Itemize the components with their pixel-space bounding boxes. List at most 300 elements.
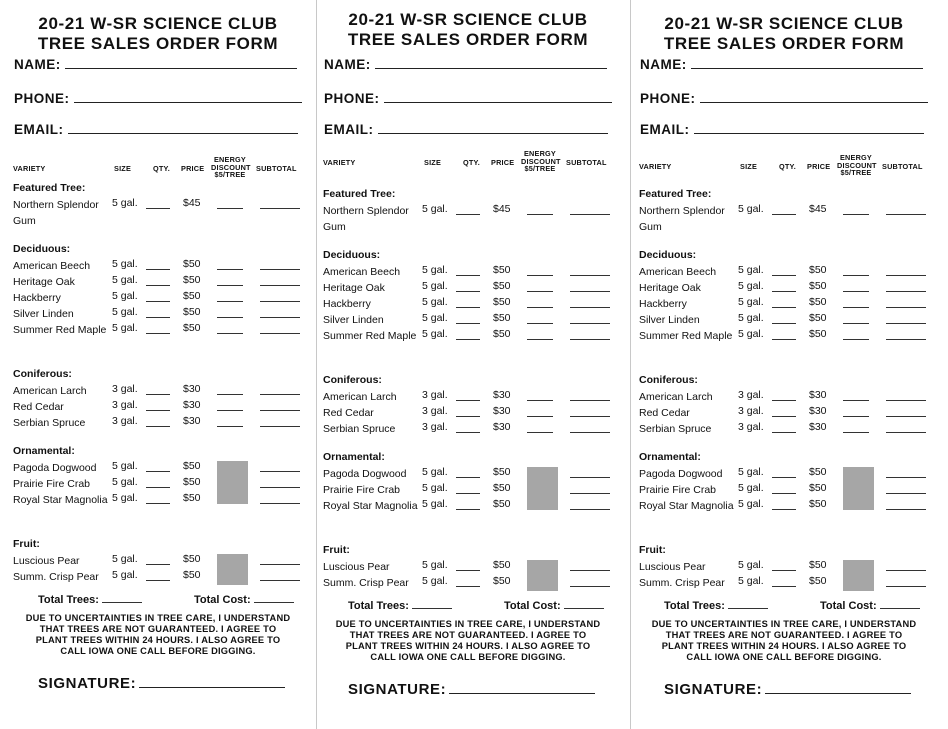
phone-line[interactable] — [700, 90, 928, 103]
discount-blank[interactable] — [843, 204, 869, 215]
variety-name: Heritage Oak — [13, 276, 75, 288]
phone-field[interactable] — [640, 90, 928, 106]
price-value: $50 — [809, 280, 827, 292]
order-row — [634, 575, 934, 591]
subtotal-blank[interactable] — [570, 281, 610, 292]
total-cost-field[interactable] — [820, 599, 920, 612]
variety-name: Red Cedar — [639, 407, 690, 419]
discount-blank[interactable] — [217, 400, 243, 411]
discount-blank[interactable] — [843, 265, 869, 276]
order-row — [634, 482, 934, 498]
order-row — [318, 312, 618, 328]
total-trees-field[interactable] — [348, 599, 452, 612]
subtotal-blank[interactable] — [260, 384, 300, 395]
total-cost-label: Total Cost: — [820, 600, 877, 612]
qty-blank[interactable] — [146, 291, 170, 302]
disclaimer-line: THAT TREES ARE NOT GUARANTEED. I AGREE TO — [665, 630, 903, 640]
size-value: 5 gal. — [112, 569, 138, 581]
size-value: 5 gal. — [112, 197, 138, 209]
qty-blank[interactable] — [456, 576, 480, 587]
email-line[interactable] — [378, 121, 608, 134]
qty-blank[interactable] — [772, 297, 796, 308]
name-line[interactable] — [375, 56, 607, 69]
email-label: EMAIL: — [640, 122, 690, 137]
subtotal-blank[interactable] — [886, 281, 926, 292]
disclaimer-line: CALL IOWA ONE CALL BEFORE DIGGING. — [686, 652, 882, 662]
subtotal-blank[interactable] — [260, 259, 300, 270]
subtotal-blank[interactable] — [570, 390, 610, 401]
price-value: $50 — [809, 575, 827, 587]
price-value: $50 — [183, 274, 201, 286]
variety-name: Serbian Spruce — [639, 423, 712, 435]
name-field[interactable] — [14, 56, 297, 72]
qty-blank[interactable] — [772, 406, 796, 417]
disclaimer-line: DUE TO UNCERTAINTIES IN TREE CARE, I UNDERSTAND — [25, 613, 291, 623]
order-row — [634, 559, 934, 575]
phone-line[interactable] — [74, 90, 302, 103]
total-trees-field[interactable] — [38, 593, 142, 606]
variety-name: American Larch — [13, 385, 87, 397]
price-value: $30 — [183, 383, 201, 395]
email-field[interactable] — [324, 121, 608, 137]
discount-blank[interactable] — [217, 416, 243, 427]
price-value: $30 — [183, 415, 201, 427]
size-value: 5 gal. — [738, 203, 764, 215]
subtotal-blank[interactable] — [570, 422, 610, 433]
price-value: $50 — [493, 482, 511, 494]
subtotal-blank[interactable] — [260, 461, 300, 472]
name-line[interactable] — [691, 56, 923, 69]
qty-blank[interactable] — [456, 467, 480, 478]
qty-blank[interactable] — [772, 483, 796, 494]
section-title-fruit: Fruit: — [323, 544, 350, 556]
header-discount-line1: ENERGY — [213, 155, 247, 164]
form-title: 20-21 W-SR SCIENCE CLUB — [664, 14, 904, 33]
disclaimer-line: THAT TREES ARE NOT GUARANTEED. I AGREE TO — [349, 630, 587, 640]
total-trees-line[interactable] — [412, 599, 452, 609]
disclaimer-line: PLANT TREES WITHIN 24 HOURS. I ALSO AGREE TO — [35, 635, 281, 645]
total-cost-line[interactable] — [564, 599, 604, 609]
section-title-featured: Featured Tree: — [639, 188, 712, 200]
order-row — [318, 559, 618, 575]
price-value: $50 — [183, 258, 201, 270]
qty-blank[interactable] — [146, 259, 170, 270]
qty-blank[interactable] — [456, 204, 480, 215]
variety-name: Heritage Oak — [639, 282, 701, 294]
subtotal-blank[interactable] — [886, 204, 926, 215]
total-trees-line[interactable] — [728, 599, 768, 609]
signature-label: SIGNATURE: — [38, 675, 137, 692]
signature-field[interactable] — [664, 681, 911, 698]
discount-blank[interactable] — [527, 390, 553, 401]
price-value: $50 — [493, 296, 511, 308]
section-title-coniferous: Coniferous: — [13, 368, 72, 380]
order-row — [634, 203, 934, 233]
price-value: $50 — [493, 280, 511, 292]
price-value: $50 — [809, 482, 827, 494]
order-row — [634, 498, 934, 514]
header-energy-discount — [521, 150, 559, 173]
qty-blank[interactable] — [146, 493, 170, 504]
variety-name: Heritage Oak — [323, 282, 385, 294]
header-discount-line2: DISCOUNT — [211, 162, 251, 172]
section-title-deciduous: Deciduous: — [639, 249, 697, 261]
signature-line[interactable] — [449, 681, 595, 694]
total-cost-field[interactable] — [504, 599, 604, 612]
discount-not-applicable-box — [527, 467, 558, 510]
total-cost-field[interactable] — [194, 593, 294, 606]
discount-blank[interactable] — [843, 297, 869, 308]
total-trees-label: Total Trees: — [38, 594, 99, 606]
size-value: 3 gal. — [112, 399, 138, 411]
section-title-featured: Featured Tree: — [323, 188, 396, 200]
qty-blank[interactable] — [772, 329, 796, 340]
email-field[interactable] — [14, 121, 298, 137]
qty-blank[interactable] — [146, 323, 170, 334]
order-row — [318, 482, 618, 498]
subtotal-blank[interactable] — [886, 406, 926, 417]
qty-blank[interactable] — [146, 416, 170, 427]
subtotal-blank[interactable] — [260, 416, 300, 427]
size-value: 5 gal. — [738, 559, 764, 571]
discount-blank[interactable] — [217, 384, 243, 395]
subtotal-blank[interactable] — [260, 477, 300, 488]
form-subtitle: TREE SALES ORDER FORM — [37, 34, 279, 53]
discount-blank[interactable] — [843, 406, 869, 417]
header-discount-line3: $5/TREE — [840, 168, 872, 177]
order-row — [318, 203, 618, 233]
discount-blank[interactable] — [217, 275, 243, 286]
qty-blank[interactable] — [146, 554, 170, 565]
signature-field[interactable] — [348, 681, 595, 698]
qty-blank[interactable] — [456, 483, 480, 494]
subtotal-blank[interactable] — [886, 329, 926, 340]
qty-blank[interactable] — [456, 297, 480, 308]
subtotal-blank[interactable] — [886, 467, 926, 478]
price-value: $45 — [809, 203, 827, 215]
qty-blank[interactable] — [146, 384, 170, 395]
discount-blank[interactable] — [527, 265, 553, 276]
subtotal-blank[interactable] — [260, 554, 300, 565]
variety-name: Silver Linden — [13, 308, 74, 320]
subtotal-blank[interactable] — [570, 313, 610, 324]
price-value: $50 — [183, 460, 201, 472]
discount-blank[interactable] — [217, 323, 243, 334]
qty-blank[interactable] — [146, 477, 170, 488]
price-value: $50 — [183, 492, 201, 504]
subtotal-blank[interactable] — [570, 297, 610, 308]
qty-blank[interactable] — [772, 265, 796, 276]
qty-blank[interactable] — [146, 461, 170, 472]
qty-blank[interactable] — [146, 275, 170, 286]
size-value: 5 gal. — [112, 492, 138, 504]
subtotal-blank[interactable] — [886, 499, 926, 510]
variety-name: Prairie Fire Crab — [13, 478, 91, 490]
variety-name: Red Cedar — [323, 407, 374, 419]
qty-blank[interactable] — [772, 576, 796, 587]
header-energy-discount — [211, 156, 249, 179]
subtotal-blank[interactable] — [570, 329, 610, 340]
variety-name: Pagoda Dogwood — [639, 468, 723, 480]
price-value: $50 — [183, 306, 201, 318]
price-value: $50 — [493, 559, 511, 571]
variety-name: Silver Linden — [323, 314, 384, 326]
variety-name: Royal Star Magnolia — [13, 494, 108, 506]
order-row — [318, 280, 618, 296]
subtotal-blank[interactable] — [570, 483, 610, 494]
form-title: 20-21 W-SR SCIENCE CLUB — [348, 10, 588, 29]
discount-blank[interactable] — [843, 390, 869, 401]
order-row — [8, 258, 308, 274]
variety-name: Hackberry — [13, 292, 61, 304]
size-value: 5 gal. — [738, 264, 764, 276]
order-row — [634, 312, 934, 328]
qty-blank[interactable] — [456, 560, 480, 571]
price-value: $30 — [493, 389, 511, 401]
signature-label: SIGNATURE: — [664, 681, 763, 698]
subtotal-blank[interactable] — [886, 390, 926, 401]
variety-name: Summer Red Maple — [13, 324, 107, 336]
subtotal-blank[interactable] — [886, 560, 926, 571]
qty-blank[interactable] — [146, 198, 170, 209]
subtotal-blank[interactable] — [570, 499, 610, 510]
form-subtitle: TREE SALES ORDER FORM — [347, 30, 589, 49]
total-trees-label: Total Trees: — [664, 600, 725, 612]
variety-name: Prairie Fire Crab — [323, 484, 401, 496]
discount-blank[interactable] — [217, 307, 243, 318]
qty-blank[interactable] — [772, 467, 796, 478]
variety-name: Hackberry — [323, 298, 371, 310]
subtotal-blank[interactable] — [260, 198, 300, 209]
order-row — [8, 399, 308, 415]
section-title-deciduous: Deciduous: — [323, 249, 381, 261]
qty-blank[interactable] — [146, 307, 170, 318]
header-price: PRICE — [491, 158, 515, 167]
size-value: 5 gal. — [422, 575, 448, 587]
subtotal-blank[interactable] — [886, 576, 926, 587]
size-value: 3 gal. — [738, 389, 764, 401]
phone-line[interactable] — [384, 90, 612, 103]
section-title-featured: Featured Tree: — [13, 182, 86, 194]
price-value: $50 — [809, 559, 827, 571]
qty-blank[interactable] — [456, 499, 480, 510]
price-value: $50 — [809, 466, 827, 478]
qty-blank[interactable] — [456, 313, 480, 324]
discount-blank[interactable] — [217, 259, 243, 270]
size-value: 5 gal. — [738, 296, 764, 308]
price-value: $50 — [183, 553, 201, 565]
qty-blank[interactable] — [772, 281, 796, 292]
size-value: 5 gal. — [738, 328, 764, 340]
total-trees-line[interactable] — [102, 593, 142, 603]
order-row — [318, 498, 618, 514]
size-value: 3 gal. — [422, 389, 448, 401]
subtotal-blank[interactable] — [570, 576, 610, 587]
order-row — [634, 296, 934, 312]
price-value: $45 — [493, 203, 511, 215]
signature-field[interactable] — [38, 675, 285, 692]
section-title-ornamental: Ornamental: — [639, 451, 701, 463]
disclaimer-line: THAT TREES ARE NOT GUARANTEED. I AGREE TO — [39, 624, 277, 634]
size-value: 5 gal. — [738, 482, 764, 494]
size-value: 5 gal. — [422, 559, 448, 571]
order-row — [8, 274, 308, 290]
subtotal-blank[interactable] — [886, 297, 926, 308]
price-value: $30 — [809, 389, 827, 401]
total-trees-field[interactable] — [664, 599, 768, 612]
size-value: 5 gal. — [738, 575, 764, 587]
email-field[interactable] — [640, 121, 924, 137]
phone-label: PHONE: — [14, 91, 70, 106]
discount-not-applicable-box — [843, 467, 874, 510]
disclaimer — [8, 613, 308, 657]
size-value: 5 gal. — [112, 290, 138, 302]
discount-blank[interactable] — [843, 329, 869, 340]
subtotal-blank[interactable] — [570, 406, 610, 417]
size-value: 5 gal. — [422, 466, 448, 478]
signature-line[interactable] — [139, 675, 285, 688]
subtotal-blank[interactable] — [260, 307, 300, 318]
header-size: SIZE — [740, 162, 758, 171]
phone-field[interactable] — [14, 90, 302, 106]
qty-blank[interactable] — [772, 422, 796, 433]
disclaimer-line: DUE TO UNCERTAINTIES IN TREE CARE, I UNDERSTAND — [335, 619, 601, 629]
variety-name: Red Cedar — [13, 401, 64, 413]
subtotal-blank[interactable] — [570, 204, 610, 215]
subtotal-blank[interactable] — [886, 483, 926, 494]
subtotal-blank[interactable] — [570, 560, 610, 571]
disclaimer-line: PLANT TREES WITHIN 24 HOURS. I ALSO AGREE TO — [661, 641, 907, 651]
header-size: SIZE — [424, 158, 442, 167]
form-title: 20-21 W-SR SCIENCE CLUB — [38, 14, 278, 33]
name-field[interactable] — [640, 56, 923, 72]
qty-blank[interactable] — [146, 400, 170, 411]
order-row — [8, 290, 308, 306]
price-value: $50 — [183, 290, 201, 302]
qty-blank[interactable] — [456, 265, 480, 276]
discount-blank[interactable] — [527, 329, 553, 340]
discount-blank[interactable] — [527, 281, 553, 292]
order-row — [8, 569, 308, 585]
subtotal-blank[interactable] — [260, 323, 300, 334]
phone-field[interactable] — [324, 90, 612, 106]
discount-blank[interactable] — [843, 422, 869, 433]
header-subtotal: SUBTOTAL — [566, 158, 607, 167]
discount-not-applicable-box — [527, 560, 558, 591]
discount-blank[interactable] — [843, 281, 869, 292]
signature-line[interactable] — [765, 681, 911, 694]
qty-blank[interactable] — [772, 204, 796, 215]
variety-name: Summer Red Maple — [323, 330, 417, 342]
size-value: 5 gal. — [112, 258, 138, 270]
header-price: PRICE — [807, 162, 831, 171]
size-value: 5 gal. — [738, 466, 764, 478]
name-line[interactable] — [65, 56, 297, 69]
qty-blank[interactable] — [146, 570, 170, 581]
qty-blank[interactable] — [456, 390, 480, 401]
order-row — [634, 421, 934, 437]
variety-name: American Larch — [639, 391, 713, 403]
qty-blank[interactable] — [772, 560, 796, 571]
order-row — [318, 405, 618, 421]
disclaimer-line: CALL IOWA ONE CALL BEFORE DIGGING. — [370, 652, 566, 662]
section-title-fruit: Fruit: — [639, 544, 666, 556]
qty-blank[interactable] — [772, 390, 796, 401]
variety-name: Serbian Spruce — [323, 423, 396, 435]
name-field[interactable] — [324, 56, 607, 72]
price-value: $45 — [183, 197, 201, 209]
order-row — [8, 306, 308, 322]
subtotal-blank[interactable] — [570, 265, 610, 276]
price-value: $50 — [493, 575, 511, 587]
size-value: 3 gal. — [738, 421, 764, 433]
size-value: 3 gal. — [738, 405, 764, 417]
size-value: 5 gal. — [422, 296, 448, 308]
order-row — [8, 197, 308, 227]
qty-blank[interactable] — [456, 422, 480, 433]
signature-label: SIGNATURE: — [348, 681, 447, 698]
discount-blank[interactable] — [527, 297, 553, 308]
qty-blank[interactable] — [772, 499, 796, 510]
subtotal-blank[interactable] — [886, 422, 926, 433]
variety-name: Hackberry — [639, 298, 687, 310]
size-value: 5 gal. — [738, 498, 764, 510]
discount-blank[interactable] — [527, 313, 553, 324]
qty-blank[interactable] — [456, 406, 480, 417]
qty-blank[interactable] — [456, 329, 480, 340]
order-row — [318, 389, 618, 405]
email-line[interactable] — [694, 121, 924, 134]
price-value: $50 — [809, 264, 827, 276]
size-value: 5 gal. — [422, 264, 448, 276]
discount-blank[interactable] — [527, 406, 553, 417]
phone-label: PHONE: — [640, 91, 696, 106]
subtotal-blank[interactable] — [260, 291, 300, 302]
discount-not-applicable-box — [217, 554, 248, 585]
name-label: NAME: — [640, 57, 687, 72]
total-cost-line[interactable] — [254, 593, 294, 603]
subtotal-blank[interactable] — [886, 313, 926, 324]
subtotal-blank[interactable] — [260, 275, 300, 286]
form-subtitle: TREE SALES ORDER FORM — [663, 34, 905, 53]
discount-blank[interactable] — [217, 291, 243, 302]
discount-not-applicable-box — [843, 560, 874, 591]
name-label: NAME: — [14, 57, 61, 72]
disclaimer — [318, 619, 618, 663]
header-discount-line2: DISCOUNT — [521, 156, 561, 166]
discount-blank[interactable] — [527, 204, 553, 215]
header-subtotal: SUBTOTAL — [882, 162, 923, 171]
size-value: 5 gal. — [738, 312, 764, 324]
discount-blank[interactable] — [843, 313, 869, 324]
variety-name: Royal Star Magnolia — [639, 500, 734, 512]
discount-not-applicable-box — [217, 461, 248, 504]
subtotal-blank[interactable] — [570, 467, 610, 478]
price-value: $30 — [183, 399, 201, 411]
variety-name: Pagoda Dogwood — [13, 462, 97, 474]
variety-name: Luscious Pear — [323, 561, 390, 573]
subtotal-blank[interactable] — [886, 265, 926, 276]
qty-blank[interactable] — [772, 313, 796, 324]
subtotal-blank[interactable] — [260, 570, 300, 581]
total-cost-line[interactable] — [880, 599, 920, 609]
subtotal-blank[interactable] — [260, 400, 300, 411]
qty-blank[interactable] — [456, 281, 480, 292]
discount-blank[interactable] — [217, 198, 243, 209]
subtotal-blank[interactable] — [260, 493, 300, 504]
email-line[interactable] — [68, 121, 298, 134]
discount-blank[interactable] — [527, 422, 553, 433]
